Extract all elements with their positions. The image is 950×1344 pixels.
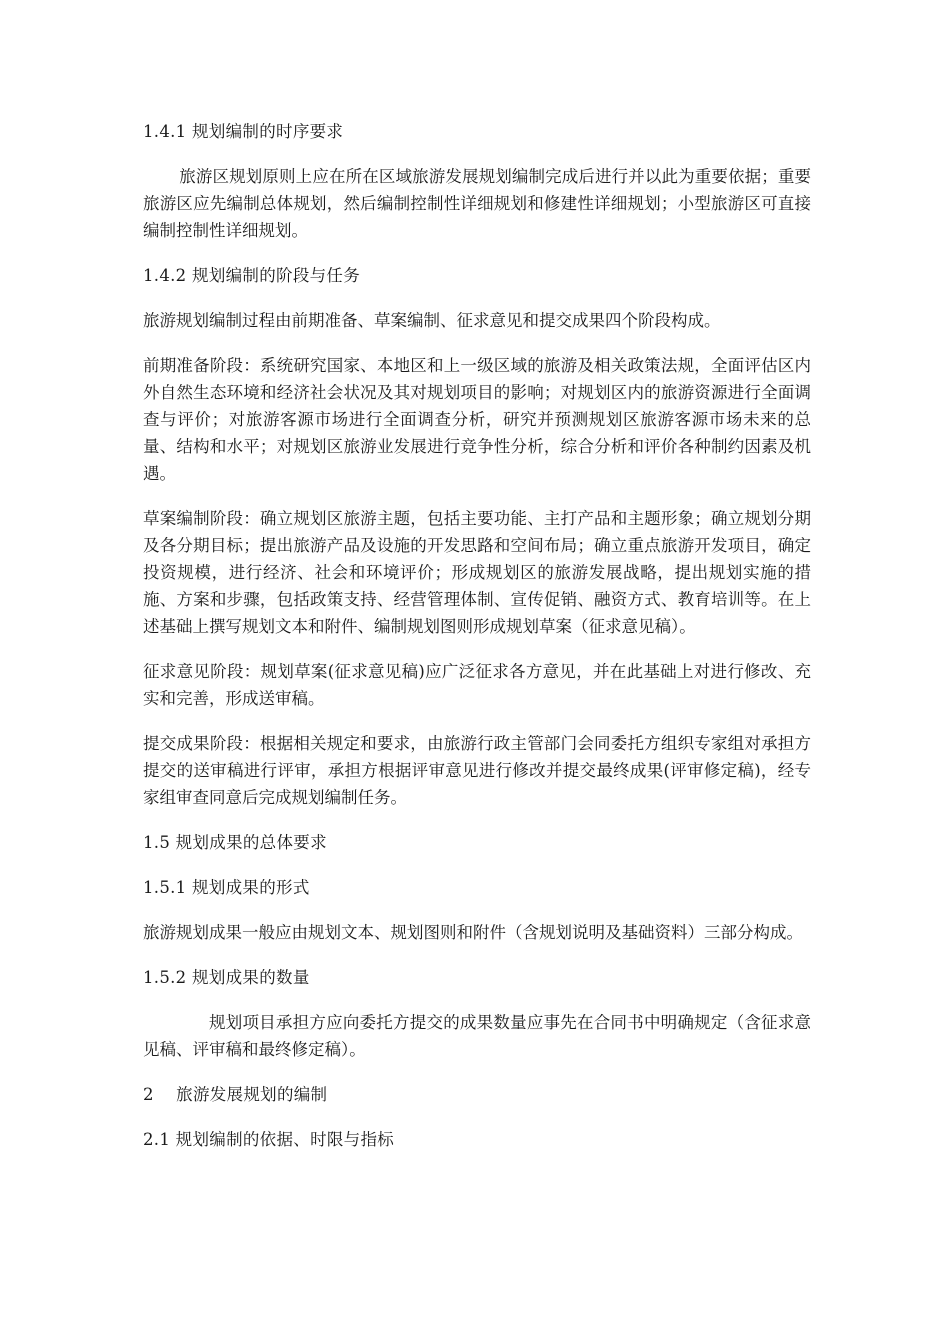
paragraph-preparation-stage: 前期准备阶段：系统研究国家、本地区和上一级区域的旅游及相关政策法规，全面评估区内外自然生态环境和经济社会状况及其对规划项目的影响；对规划区内的旅游资源进行全面调查与评价；对旅游客源市场进行全面调查分析，研究并预测规划区旅游客源市场未来的总量、结构和水平；对规划区旅游业发展进行竞争性分析，综合分析和评价各种制约因素及机遇。 — [143, 356, 811, 483]
section-heading-2: 2 旅游发展规划的编制 — [143, 1085, 328, 1104]
section-heading-1-5-2: 1.5.2 规划成果的数量 — [143, 968, 310, 987]
section-heading-2-1: 2.1 规划编制的依据、时限与指标 — [143, 1130, 395, 1149]
paragraph-four-stages: 旅游规划编制过程由前期准备、草案编制、征求意见和提交成果四个阶段构成。 — [143, 311, 721, 330]
paragraph-timing-requirements: 旅游区规划原则上应在所在区域旅游发展规划编制完成后进行并以此为重要依据；重要旅游区应先编制总体规划，然后编制控制性详细规划和修建性详细规划；小型旅游区可直接编制控制性详细规划。 — [143, 167, 811, 240]
section-heading-1-5-1: 1.5.1 规划成果的形式 — [143, 878, 310, 897]
paragraph-result-forms: 旅游规划成果一般应由规划文本、规划图则和附件（含规划说明及基础资料）三部分构成。 — [143, 923, 803, 942]
section-heading-1-4-1: 1.4.1 规划编制的时序要求 — [143, 122, 344, 141]
section-heading-1-5: 1.5 规划成果的总体要求 — [143, 833, 327, 852]
paragraph-draft-stage: 草案编制阶段：确立规划区旅游主题，包括主要功能、主打产品和主题形象；确立规划分期及各分期目标；提出旅游产品及设施的开发思路和空间布局；确立重点旅游开发项目，确定投资规模，进行经济、社会和环境评价；形成规划区的旅游发展战略，提出规划实施的措施、方案和步骤，包括政策支持、经营管理体制、宣传促销、融资方式、教育培训等。在上述基础上撰写规划文本和附件、编制规划图则形成规划草案（征求意见稿）。 — [143, 509, 811, 636]
paragraph-submission-stage: 提交成果阶段：根据相关规定和要求，由旅游行政主管部门会同委托方组织专家组对承担方提交的送审稿进行评审，承担方根据评审意见进行修改并提交最终成果(评审修定稿)，经专家组审查同意后完成规划编制任务。 — [143, 734, 811, 807]
section-heading-1-4-2: 1.4.2 规划编制的阶段与任务 — [143, 266, 361, 285]
document-body — [143, 118, 811, 1171]
paragraph-result-quantity: 规划项目承担方应向委托方提交的成果数量应事先在合同书中明确规定（含征求意见稿、评审稿和最终修定稿）。 — [143, 1013, 811, 1059]
paragraph-consultation-stage: 征求意见阶段：规划草案(征求意见稿)应广泛征求各方意见，并在此基础上对进行修改、充实和完善，形成送审稿。 — [143, 662, 811, 708]
